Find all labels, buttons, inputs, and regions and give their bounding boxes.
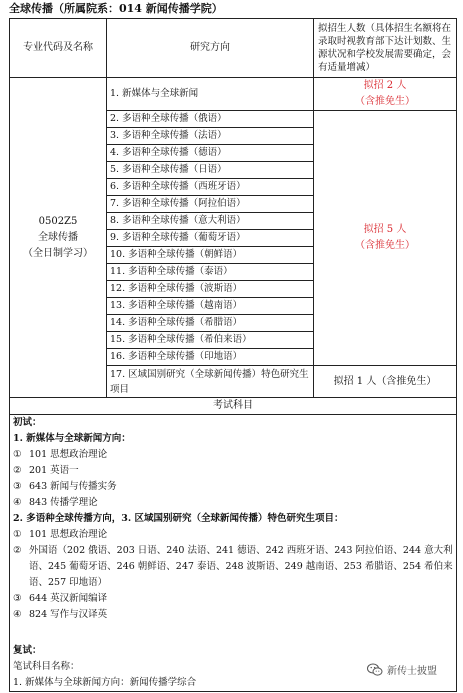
item-number: ① bbox=[13, 449, 22, 460]
exam-title: 考试科目 bbox=[10, 398, 457, 415]
direction-cell: 16. 多语种全球传播（印地语） bbox=[107, 349, 314, 366]
item-number: ③ bbox=[13, 481, 22, 492]
quota-cell-1 bbox=[314, 78, 457, 111]
direction-cell: 8. 多语种全球传播（意大利语） bbox=[107, 213, 314, 230]
direction-cell: 4. 多语种全球传播（德语） bbox=[107, 145, 314, 162]
item-text: 643 新闻与传播实务 bbox=[29, 481, 117, 492]
exam-title-row bbox=[10, 398, 457, 415]
item-text: 644 英汉新闻编译 bbox=[29, 593, 108, 604]
item-text: 824 写作与汉译英 bbox=[29, 609, 108, 620]
quota-cell-2 bbox=[314, 111, 457, 366]
item-number: ③ bbox=[13, 593, 22, 604]
direction-cell: 9. 多语种全球传播（葡萄牙语） bbox=[107, 230, 314, 247]
page-heading: 全球传播（所属院系：014 新闻传播学院） bbox=[9, 2, 223, 15]
quota-1-line1: 拟招 2 人 bbox=[363, 80, 407, 91]
watermark bbox=[363, 661, 441, 678]
direction-cell: 15. 多语种全球传播（希伯来语） bbox=[107, 332, 314, 349]
item-number: ② bbox=[13, 545, 22, 556]
quota-cell-3: 拟招 1 人（含推免生） bbox=[314, 366, 457, 398]
list-item bbox=[13, 591, 453, 607]
direction-cell: 6. 多语种全球传播（西班牙语） bbox=[107, 179, 314, 196]
direction-cell: 17. 区域国别研究（全球新闻传播）特色研究生项目 bbox=[107, 366, 314, 398]
item-number: ① bbox=[13, 529, 22, 540]
list-item bbox=[13, 543, 453, 591]
program-code-cell bbox=[10, 78, 107, 398]
direction-cell: 3. 多语种全球传播（法语） bbox=[107, 128, 314, 145]
spacer bbox=[13, 623, 453, 643]
header-direction: 研究方向 bbox=[107, 19, 314, 78]
direction-cell: 5. 多语种全球传播（日语） bbox=[107, 162, 314, 179]
item-number: ④ bbox=[13, 497, 22, 508]
group2-title: 2. 多语种全球传播方向，3. 区域国别研究（全球新闻传播）特色研究生项目： bbox=[13, 513, 344, 524]
direction-cell: 12. 多语种全球传播（波斯语） bbox=[107, 281, 314, 298]
direction-cell: 2. 多语种全球传播（俄语） bbox=[107, 111, 314, 128]
exam-content-row bbox=[10, 415, 457, 692]
direction-cell: 1. 新媒体与全球新闻 bbox=[107, 78, 314, 111]
item-number: ④ bbox=[13, 609, 22, 620]
item-number: ② bbox=[13, 465, 22, 476]
direction-cell: 10. 多语种全球传播（朝鲜语） bbox=[107, 247, 314, 264]
group1-title: 1. 新媒体与全球新闻方向： bbox=[13, 433, 131, 444]
item-text: 外国语（202 俄语、203 日语、240 法语、241 德语、242 西班牙语、243 阿拉伯语、244 意大利语、245 葡萄牙语、246 朝鲜语、247 泰语、248 波斯语、249 越南语、253 希腊语、254 希伯来语、257 印地语） bbox=[29, 545, 453, 588]
table-header-row bbox=[10, 19, 457, 78]
retest-item: 1. 新媒体与全球新闻方向：新闻传播学综合 bbox=[13, 677, 197, 688]
table-row bbox=[10, 78, 457, 111]
program-code: 0502Z5 bbox=[38, 215, 78, 227]
retest-label: 复试： bbox=[13, 645, 42, 656]
direction-cell: 7. 多语种全球传播（阿拉伯语） bbox=[107, 196, 314, 213]
program-mode: （全日制学习） bbox=[23, 247, 93, 259]
list-item bbox=[13, 607, 453, 623]
direction-cell: 14. 多语种全球传播（希腊语） bbox=[107, 315, 314, 332]
item-text: 201 英语一 bbox=[29, 465, 79, 476]
header-quota: 拟招生人数（具体招生名额将在录取时视教育部下达计划数、生源状况和学校发展需要确定，会有适量增减） bbox=[314, 19, 457, 78]
list-item bbox=[13, 479, 453, 495]
quota-1-line2: （含推免生） bbox=[355, 96, 415, 107]
list-item bbox=[13, 527, 453, 543]
direction-cell: 13. 多语种全球传播（越南语） bbox=[107, 298, 314, 315]
item-text: 101 思想政治理论 bbox=[29, 529, 108, 540]
list-item bbox=[13, 463, 453, 479]
list-item bbox=[13, 447, 453, 463]
list-item bbox=[13, 495, 453, 511]
retest-sub: 笔试科目名称： bbox=[13, 661, 80, 672]
exam-content bbox=[10, 415, 457, 692]
program-name: 全球传播 bbox=[38, 231, 78, 243]
direction-cell: 11. 多语种全球传播（泰语） bbox=[107, 264, 314, 281]
quota-2-line2: （含推免生） bbox=[355, 240, 415, 251]
wechat-icon bbox=[367, 663, 383, 677]
item-text: 843 传播学理论 bbox=[29, 497, 98, 508]
quota-2-line1: 拟招 5 人 bbox=[363, 224, 407, 235]
header-code: 专业代码及名称 bbox=[10, 19, 107, 78]
item-text: 101 思想政治理论 bbox=[29, 449, 108, 460]
enrollment-table bbox=[9, 18, 457, 692]
watermark-text: 新传士披盟 bbox=[387, 666, 437, 677]
prelim-label: 初试： bbox=[13, 417, 42, 428]
